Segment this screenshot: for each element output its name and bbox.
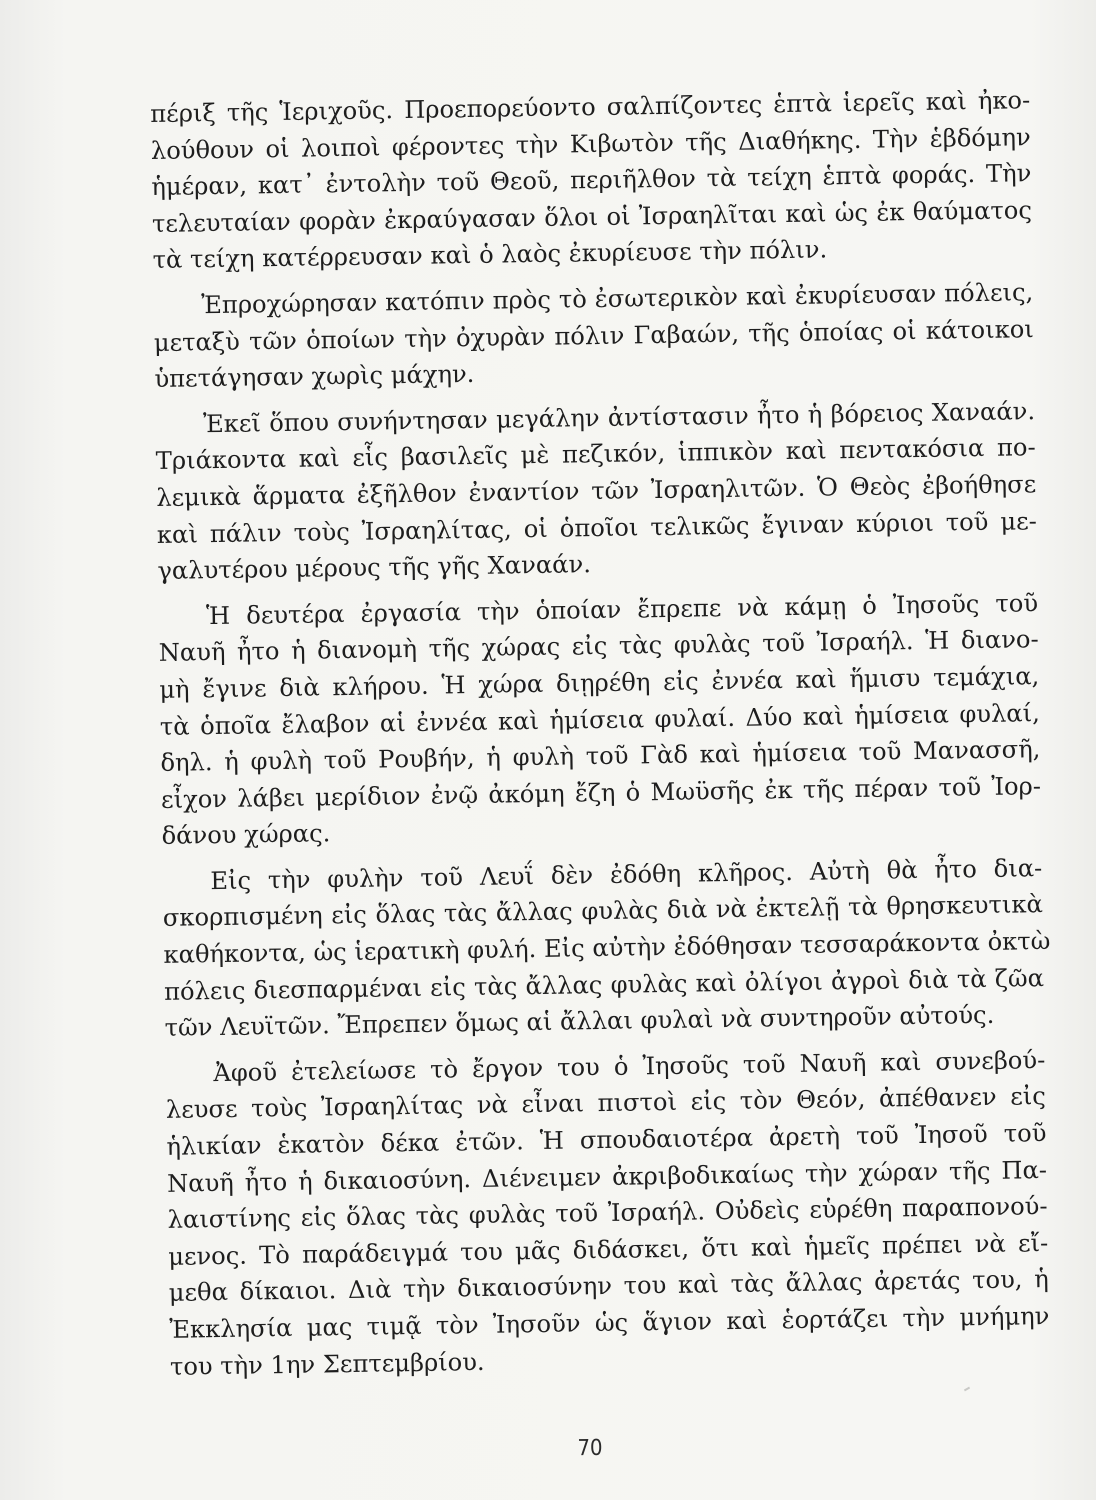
text-line: Ἐκεῖ ὅπου συνήντησαν μεγάλην ἀντίστασιν ἦτο ἡ βόρειος Χαναάν.	[202, 396, 1036, 438]
text-line: Ἐπροχώρησαν κατόπιν πρὸς τὸ ἐσωτερικὸν καὶ ἐκυρίευσαν πόλεις,	[201, 278, 1034, 320]
text-line: πέριξ τῆς Ἱεριχοῦς. Προεπορεύοντο σαλπίζοντες ἑπτὰ ἱερεῖς καὶ ἠκο-	[150, 86, 1031, 128]
text-line: λεμικὰ ἅρματα ἐξῆλθον ἐναντίον τῶν Ἰσραηλιτῶν. Ὁ Θεὸς ἐβοήθησε	[156, 470, 1037, 512]
text-line: Ἡ δευτέρα ἐργασία τὴν ὁποίαν ἔπρεπε νὰ κάμῃ ὁ Ἰησοῦς τοῦ	[205, 588, 1039, 630]
paragraph-3	[155, 393, 1038, 590]
text-line: ἡλικίαν ἑκατὸν δέκα ἐτῶν. Ἡ σπουδαιοτέρα ἀρετὴ τοῦ Ἰησοῦ τοῦ	[166, 1119, 1047, 1161]
text-line: εἶχον λάβει μερίδιον ἐνῷ ἀκόμη ἔζη ὁ Μωϋσῆς ἐκ τῆς πέραν τοῦ Ἰορ-	[160, 771, 1042, 814]
text-line: καὶ πάλιν τοὺς Ἰσραηλίτας, οἱ ὁποῖοι τελικῶς ἔγιναν κύριοι τοῦ με-	[156, 506, 1037, 549]
text-line: μενος. Τὸ παράδειγμά του μᾶς διδάσκει, ὅτι καὶ ἡμεῖς πρέπει νὰ εἴ-	[168, 1228, 1049, 1271]
text-line: του τὴν 1ην Σεπτεμβρίου.	[169, 1347, 485, 1381]
text-line: Ἀφοῦ ἐτελείωσε τὸ ἔργον του ὁ Ἰησοῦς τοῦ Ναυῆ καὶ συνεβού-	[213, 1045, 1046, 1087]
paragraph-2	[153, 274, 1035, 398]
text-line: τῶν Λευϊτῶν. Ἔπρεπεν ὅμως αἱ ἄλλαι φυλαὶ νὰ συντηροῦν αὐτούς.	[164, 1001, 995, 1043]
text-line: μεθα δίκαιοι. Διὰ τὴν δικαιοσύνην του καὶ τὰς ἄλλας ἀρετάς του, ἡ	[168, 1265, 1049, 1308]
text-line: τὰ τείχη κατέρρευσαν καὶ ὁ λαὸς ἐκυρίευσε τὴν πόλιν.	[152, 235, 828, 275]
body-text	[150, 82, 1050, 1394]
text-line: λευσε τοὺς Ἰσραηλίτας νὰ εἶναι πιστοὶ εἰς τὸν Θεόν, ἀπέθανεν εἰς	[165, 1082, 1047, 1125]
text-line: λαιστίνης εἰς ὅλας τὰς φυλὰς τοῦ Ἰσραήλ. Οὐδεὶς εὑρέθη παραπονού-	[167, 1192, 1048, 1235]
text-line: Ἐκκλησία μας τιμᾷ τὸν Ἰησοῦν ὡς ἅγιον καὶ ἑορτάζει τὴν μνήμην	[169, 1302, 1050, 1344]
text-line: πόλεις διεσπαρμέναι εἰς τὰς ἄλλας φυλὰς καὶ ὀλίγοι ἀγροὶ διὰ τὰ ζῶα	[163, 963, 1045, 1006]
text-line: Τριάκοντα καὶ εἷς βασιλεῖς μὲ πεζικόν, ἱππικὸν καὶ πεντακόσια πο-	[155, 433, 1036, 476]
text-line: μὴ ἔγινε διὰ κλήρου. Ἡ χώρα διῃρέθη εἰς ἐννέα καὶ ἥμισυ τεμάχια,	[159, 662, 1040, 704]
text-line: δάνου χώρας.	[161, 819, 331, 851]
paper-speck	[964, 1387, 970, 1392]
text-line: ἡμέραν, κατ᾽ ἐντολὴν τοῦ Θεοῦ, περιῆλθον τὰ τείχη ἑπτὰ φοράς. Τὴν	[151, 159, 1032, 202]
text-line: τελευταίαν φορὰν ἐκραύγασαν ὅλοι οἱ Ἰσραηλῖται καὶ ὡς ἐκ θαύματος	[151, 195, 1033, 238]
text-line: ὑπετάγησαν χωρὶς μάχην.	[154, 360, 475, 394]
text-line: σκορπισμένη εἰς ὅλας τὰς ἄλλας φυλὰς διὰ νὰ ἐκτελῇ τὰ θρησκευτικὰ	[162, 890, 1044, 933]
paragraph-4	[158, 585, 1042, 855]
paragraph-6	[165, 1042, 1050, 1385]
text-line: λούθουν οἱ λοιποὶ φέροντες τὴν Κιβωτὸν τῆς Διαθήκης. Τὴν ἑβδόμην	[150, 122, 1031, 165]
paragraph-1	[150, 82, 1033, 279]
text-line: Ναυῆ ἦτο ἡ δικαιοσύνη. Διένειμεν ἀκριβοδικαίως τὴν χώραν τῆς Πα-	[166, 1155, 1048, 1198]
text-line: δηλ. ἡ φυλὴ τοῦ Ρουβήν, ἡ φυλὴ τοῦ Γὰδ καὶ ἡμίσεια τοῦ Μανασσῆ,	[160, 735, 1041, 778]
text-line: καθήκοντα, ὡς ἱερατικὴ φυλή. Εἰς αὐτὴν ἐδόθησαν τεσσαράκοντα ὀκτὼ	[163, 927, 1051, 969]
text-line: γαλυτέρου μέρους τῆς γῆς Χαναάν.	[157, 550, 592, 586]
text-line: μεταξὺ τῶν ὁποίων τὴν ὀχυρὰν πόλιν Γαβαών, τῆς ὁποίας οἱ κάτοικοι	[153, 314, 1034, 357]
text-line: Εἰς τὴν φυλὴν τοῦ Λευΐ δὲν ἐδόθη κλῆρος. Αὐτὴ θὰ ἦτο δια-	[210, 853, 1043, 896]
text-line: Ναυῆ ἦτο ἡ διανομὴ τῆς χώρας εἰς τὰς φυλὰς τοῦ Ἰσραήλ. Ἡ διανο-	[158, 625, 1039, 668]
paragraph-5	[162, 850, 1051, 1047]
page-number: 70	[577, 1435, 603, 1462]
text-line: τὰ ὁποῖα ἔλαβον αἱ ἐννέα καὶ ἡμίσεια φυλαί. Δύο καὶ ἡμίσεια φυλαί,	[159, 698, 1041, 741]
